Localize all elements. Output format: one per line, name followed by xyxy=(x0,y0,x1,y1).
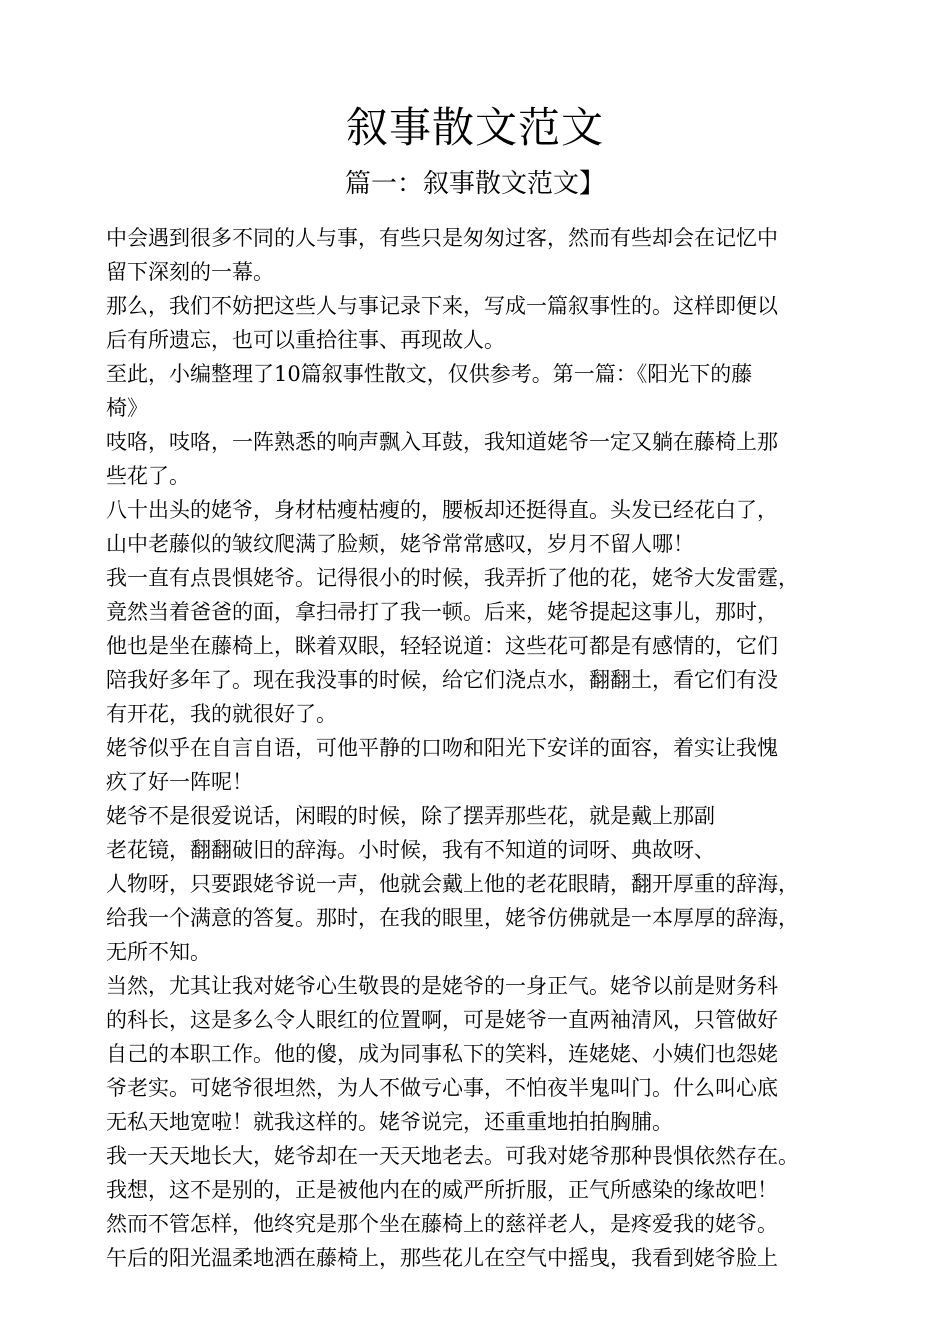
document-subtitle: 篇一：叙事散文范文】 xyxy=(344,169,605,199)
text-line: 那么，我们不妨把这些人与事记录下来，写成一篇叙事性的。这样即便以 xyxy=(106,294,778,318)
text-line: 自己的本职工作。他的傻，成为同事私下的笑料，连姥姥、小姨们也怨姥 xyxy=(106,1042,778,1066)
document-body xyxy=(106,221,886,1275)
text-line: 至此，小编整理了10篇叙事性散文，仅供参考。第一篇：《阳光下的藤 xyxy=(106,362,753,386)
text-line: 无所不知。 xyxy=(106,940,211,964)
text-line: 无私天地宽啦！就我这样的。姥爷说完，还重重地拍拍胸脯。 xyxy=(106,1110,673,1134)
text-line: 椅》 xyxy=(106,396,148,420)
text-line: 给我一个满意的答复。那时，在我的眼里，姥爷仿佛就是一本厚厚的辞海， xyxy=(106,906,799,930)
text-line: 山中老藤似的皱纹爬满了脸颊，姥爷常常感叹，岁月不留人哪！ xyxy=(106,532,694,556)
text-line: 我一直有点畏惧姥爷。记得很小的时候，我弄折了他的花，姥爷大发雷霆， xyxy=(106,566,799,590)
text-line: 老花镜，翻翻破旧的辞海。小时候，我有不知道的词呀、典故呀、 xyxy=(106,838,715,862)
text-line: 有开花，我的就很好了。 xyxy=(106,702,337,726)
text-line: 竟然当着爸爸的面，拿扫帚打了我一顿。后来，姥爷提起这事儿，那时， xyxy=(106,600,778,624)
text-line: 姥爷似乎在自言自语，可他平静的口吻和阳光下安详的面容，着实让我愧 xyxy=(106,736,778,760)
text-line: 的科长，这是多么令人眼红的位置啊，可是姥爷一直两袖清风，只管做好 xyxy=(106,1008,778,1032)
text-line: 中会遇到很多不同的人与事，有些只是匆匆过客，然而有些却会在记忆中 xyxy=(106,226,778,250)
text-line: 八十出头的姥爷，身材枯瘦枯瘦的，腰板却还挺得直。头发已经花白了， xyxy=(106,498,778,522)
text-line: 午后的阳光温柔地洒在藤椅上，那些花儿在空气中摇曳，我看到姥爷脸上 xyxy=(106,1246,778,1270)
text-line: 然而不管怎样，他终究是那个坐在藤椅上的慈祥老人，是疼爱我的姥爷。 xyxy=(106,1212,778,1236)
text-line: 留下深刻的一幕。 xyxy=(106,260,274,284)
text-line: 他也是坐在藤椅上，眯着双眼，轻轻说道：这些花可都是有感情的，它们 xyxy=(106,634,778,658)
document-title: 叙事散文范文 xyxy=(345,103,604,152)
text-line: 我一天天地长大，姥爷却在一天天地老去。可我对姥爷那种畏惧依然存在。 xyxy=(106,1144,799,1168)
text-line: 爷老实。可姥爷很坦然，为人不做亏心事，不怕夜半鬼叫门。什么叫心底 xyxy=(106,1076,778,1100)
text-line: 当然，尤其让我对姥爷心生敬畏的是姥爷的一身正气。姥爷以前是财务科 xyxy=(106,974,778,998)
text-line: 姥爷不是很爱说话，闲暇的时候，除了摆弄那些花，就是戴上那副 xyxy=(106,804,715,828)
text-line: 疚了好一阵呢！ xyxy=(106,770,253,794)
text-line: 后有所遗忘，也可以重拾往事、再现故人。 xyxy=(106,328,505,352)
text-line: 陪我好多年了。现在我没事的时候，给它们浇点水，翻翻土，看它们有没 xyxy=(106,668,778,692)
text-line: 些花了。 xyxy=(106,464,190,488)
text-line: 我想，这不是别的，正是被他内在的威严所折服，正气所感染的缘故吧！ xyxy=(106,1178,778,1202)
text-line: 吱咯，吱咯，一阵熟悉的响声飘入耳鼓，我知道姥爷一定又躺在藤椅上那 xyxy=(106,430,778,454)
text-line: 人物呀，只要跟姥爷说一声，他就会戴上他的老花眼睛，翻开厚重的辞海， xyxy=(106,872,799,896)
